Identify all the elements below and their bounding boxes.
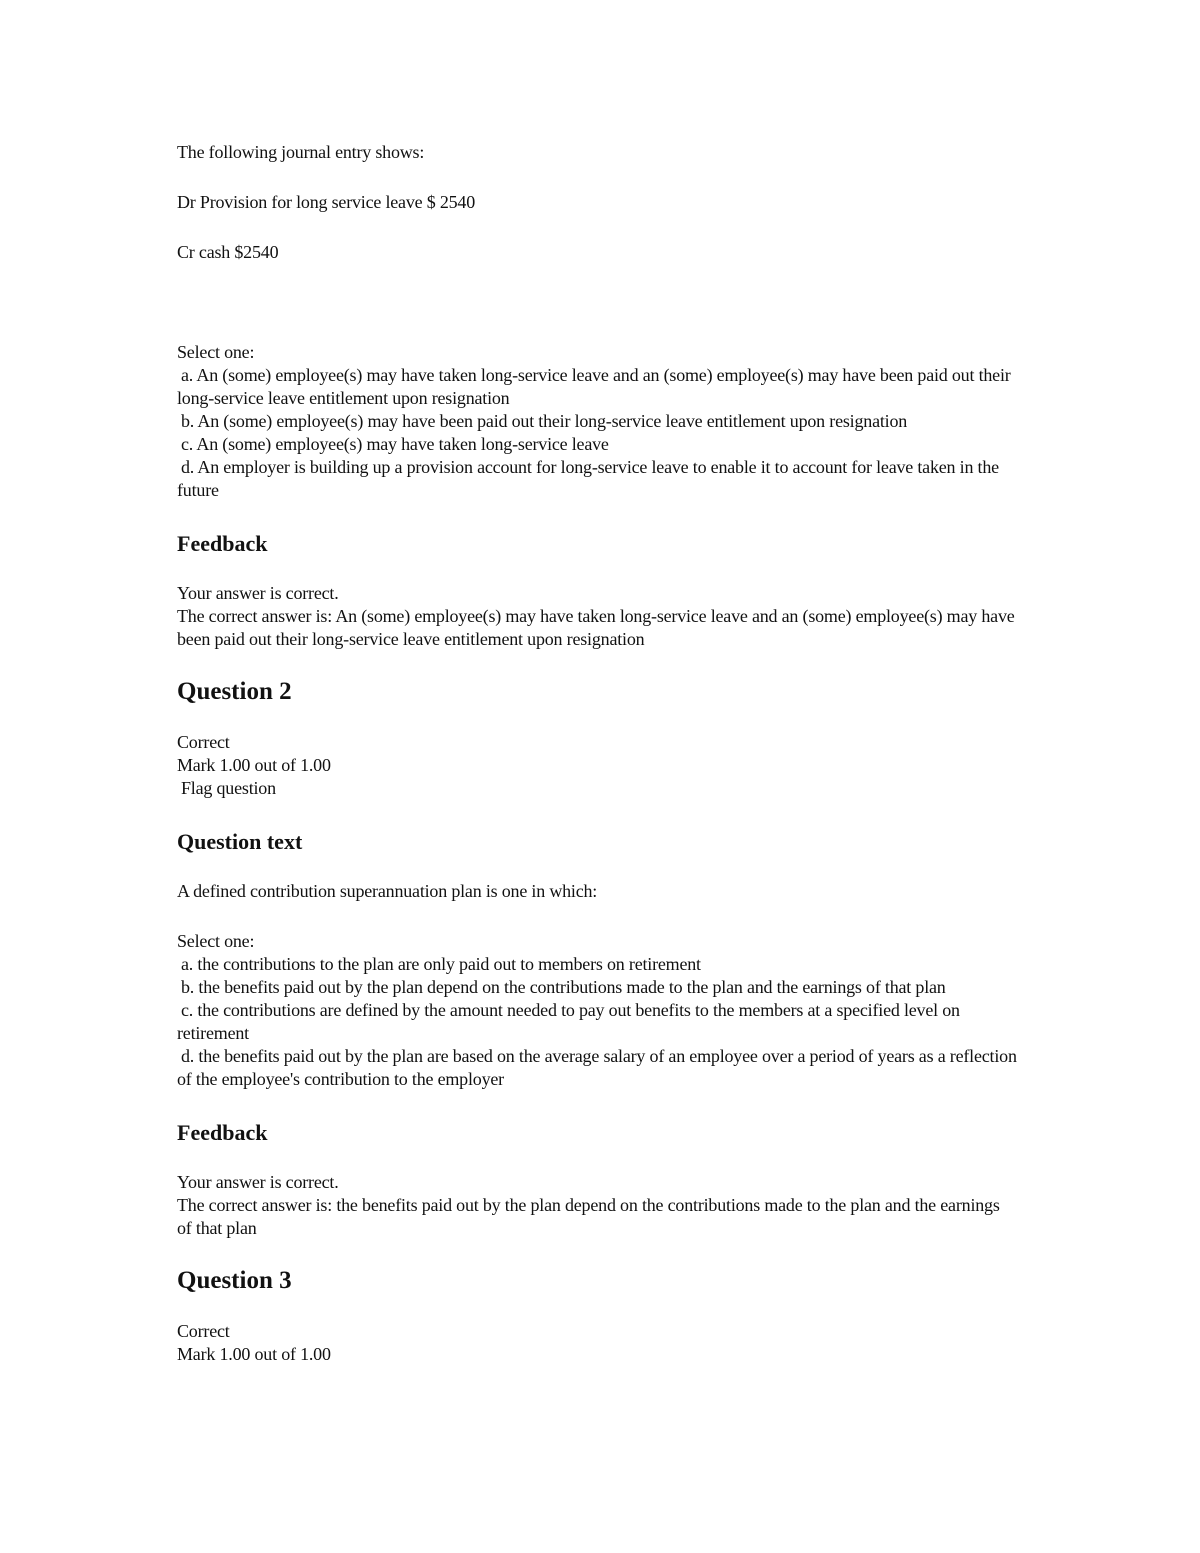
answer-option-a[interactable]: [177, 364, 1017, 410]
answer-option-text: b. An (some) employee(s) may have been paid out their long-service leave entitlement upon resignation: [181, 411, 908, 431]
question-text-heading: Question text: [177, 829, 303, 854]
answer-option-a[interactable]: [177, 953, 1017, 976]
answer-option-b[interactable]: [177, 410, 1017, 433]
document-page: [177, 141, 1017, 1366]
answer-option-text: a. the contributions to the plan are only paid out to members on retirement: [181, 954, 701, 974]
question-2-info: [177, 731, 1017, 800]
question-1-intro: The following journal entry shows:: [177, 142, 425, 162]
answer-option-d[interactable]: [177, 456, 1017, 502]
spacer: [177, 264, 1017, 341]
journal-entry-debit: Dr Provision for long service leave $ 2540: [177, 192, 476, 212]
journal-entry-credit: Cr cash $2540: [177, 242, 279, 262]
answer-option-c[interactable]: [177, 999, 1017, 1045]
feedback-correct-answer: The correct answer is: An (some) employee(s) may have taken long-service leave and an (some) employee(s) may have been paid out their long-service leave entitlement upon resignation: [177, 606, 1015, 649]
select-one-label: Select one:: [177, 342, 255, 362]
feedback-heading: Feedback: [177, 1120, 268, 1145]
question-mark: Mark 1.00 out of 1.00: [177, 1344, 331, 1364]
question-status: Correct: [177, 1321, 230, 1341]
answer-option-text: c. An (some) employee(s) may have taken long-service leave: [181, 434, 609, 454]
answer-option-text: a. An (some) employee(s) may have taken long-service leave and an (some) employee(s) may have been paid out their long-service leave entitlement upon resignation: [177, 365, 1011, 408]
feedback-result: Your answer is correct.: [177, 583, 339, 603]
answer-option-d[interactable]: [177, 1045, 1017, 1091]
question-2-feedback: [177, 1171, 1017, 1240]
question-1-feedback: [177, 582, 1017, 651]
answer-option-text: b. the benefits paid out by the plan depend on the contributions made to the plan and the earnings of that plan: [181, 977, 946, 997]
answer-option-text: c. the contributions are defined by the amount needed to pay out benefits to the members at a specified level on retirement: [177, 1000, 960, 1043]
question-3-heading: Question 3: [177, 1267, 292, 1294]
question-3-info: [177, 1320, 1017, 1366]
feedback-result: Your answer is correct.: [177, 1172, 339, 1192]
question-2-text: A defined contribution superannuation plan is one in which:: [177, 881, 598, 901]
question-2-heading: Question 2: [177, 678, 292, 705]
flag-question-link[interactable]: Flag question: [181, 778, 276, 798]
question-1-answer-list: [177, 341, 1017, 502]
feedback-correct-answer: The correct answer is: the benefits paid out by the plan depend on the contributions made to the plan and the earnings of that plan: [177, 1195, 1000, 1238]
select-one-label: Select one:: [177, 931, 255, 951]
answer-option-b[interactable]: [177, 976, 1017, 999]
question-status: Correct: [177, 732, 230, 752]
question-2-answer-list: [177, 930, 1017, 1091]
feedback-heading: Feedback: [177, 531, 268, 556]
answer-option-text: d. An employer is building up a provision account for long-service leave to enable it to account for leave taken in the future: [177, 457, 999, 500]
answer-option-c[interactable]: [177, 433, 1017, 456]
answer-option-text: d. the benefits paid out by the plan are based on the average salary of an employee over a period of years as a reflection of the employee's contribution to the employer: [177, 1046, 1017, 1089]
question-mark: Mark 1.00 out of 1.00: [177, 755, 331, 775]
